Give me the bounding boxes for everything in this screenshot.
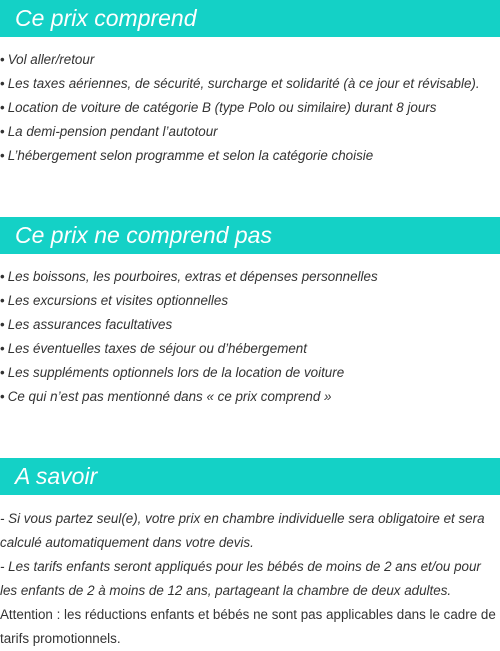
list-item-text: Les suppléments optionnels lors de la location de voiture [7, 365, 345, 380]
list-item-text: La demi-pension pendant l’autotour [7, 124, 218, 139]
bullet-icon: • [0, 100, 5, 115]
list-item [0, 96, 500, 120]
list-item-text: Les assurances facultatives [7, 317, 173, 332]
bullet-icon: • [0, 365, 5, 380]
section-title: A savoir [15, 463, 98, 489]
section-title: Ce prix ne comprend pas [15, 222, 272, 248]
bullet-icon: • [0, 269, 5, 284]
included-list [0, 48, 500, 168]
list-item-text: Les éventuelles taxes de séjour ou d’hébergement [7, 341, 307, 356]
info-paragraph-child-rates: - Les tarifs enfants seront appliqués pour les bébés de moins de 2 ans et/ou pour les enfants de 2 à moins de 12 ans, partageant la chambre de deux adultes. [0, 559, 481, 598]
bullet-icon: • [0, 389, 5, 404]
list-item [0, 48, 500, 72]
list-item [0, 313, 500, 337]
list-item [0, 361, 500, 385]
section-header-ce-prix-ne-comprend-pas [0, 217, 500, 254]
list-item [0, 144, 500, 168]
list-item [0, 120, 500, 144]
info-block [0, 507, 500, 651]
list-item-text: L’hébergement selon programme et selon la catégorie choisie [7, 148, 374, 163]
bullet-icon: • [0, 76, 5, 91]
list-item-text: Ce qui n’est pas mentionné dans « ce prix comprend » [7, 389, 332, 404]
list-item-text: Vol aller/retour [7, 52, 95, 67]
list-item [0, 265, 500, 289]
list-item [0, 289, 500, 313]
list-item [0, 385, 500, 409]
bullet-icon: • [0, 341, 5, 356]
bullet-icon: • [0, 293, 5, 308]
list-item-text: Les taxes aériennes, de sécurité, surcharge et solidarité (à ce jour et révisable). [7, 76, 480, 91]
bullet-icon: • [0, 317, 5, 332]
list-item-text: Les boissons, les pourboires, extras et dépenses personnelles [7, 269, 378, 284]
list-item [0, 72, 500, 96]
info-paragraph-attention: Attention : les réductions enfants et bébés ne sont pas applicables dans le cadre de tarifs promotionnels. [0, 607, 496, 646]
list-item [0, 337, 500, 361]
section-header-a-savoir [0, 458, 500, 495]
excluded-list [0, 265, 500, 409]
list-item-text: Location de voiture de catégorie B (type Polo ou similaire) durant 8 jours [7, 100, 437, 115]
bullet-icon: • [0, 52, 5, 67]
bullet-icon: • [0, 148, 5, 163]
list-item-text: Les excursions et visites optionnelles [7, 293, 229, 308]
section-title: Ce prix comprend [15, 5, 197, 31]
info-paragraph-single-traveler: - Si vous partez seul(e), votre prix en chambre individuelle sera obligatoire et sera calculé automatiquement dans votre devis. [0, 511, 485, 550]
bullet-icon: • [0, 124, 5, 139]
section-header-ce-prix-comprend [0, 0, 500, 37]
